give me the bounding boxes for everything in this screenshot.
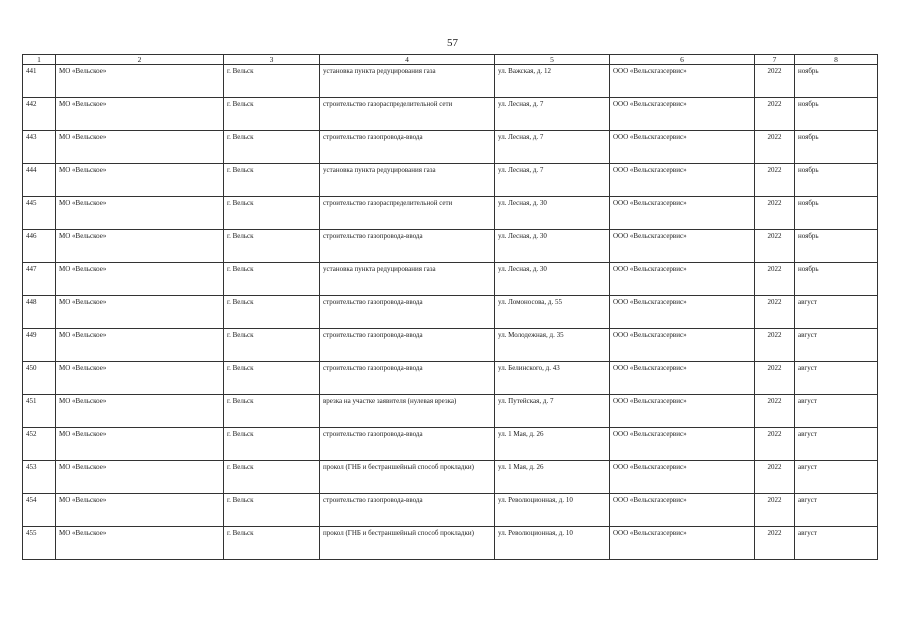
work-type-cell: строительство газопровода-ввода — [320, 494, 495, 527]
table-row — [23, 494, 878, 527]
city-cell: г. Вельск — [224, 98, 320, 131]
address-cell: ул. Лесная, д. 30 — [495, 230, 610, 263]
municipality-cell: МО «Вельское» — [56, 230, 224, 263]
row-number: 441 — [23, 65, 56, 98]
month-cell: август — [795, 461, 878, 494]
work-type-cell: установка пункта редуцирования газа — [320, 164, 495, 197]
row-number: 442 — [23, 98, 56, 131]
city-cell: г. Вельск — [224, 461, 320, 494]
work-type-cell: строительство газопровода-ввода — [320, 362, 495, 395]
column-header: 7 — [755, 55, 795, 65]
municipality-cell: МО «Вельское» — [56, 494, 224, 527]
work-type-cell: строительство газораспределительной сети — [320, 197, 495, 230]
year-cell: 2022 — [755, 230, 795, 263]
address-cell: ул. Лесная, д. 30 — [495, 197, 610, 230]
work-type-cell: строительство газопровода-ввода — [320, 230, 495, 263]
column-header: 4 — [320, 55, 495, 65]
contractor-cell: ООО «Вельскгазсервис» — [610, 230, 755, 263]
contractor-cell: ООО «Вельскгазсервис» — [610, 362, 755, 395]
city-cell: г. Вельск — [224, 296, 320, 329]
work-type-cell: строительство газопровода-ввода — [320, 428, 495, 461]
work-type-cell: установка пункта редуцирования газа — [320, 263, 495, 296]
address-cell: ул. Лесная, д. 7 — [495, 131, 610, 164]
month-cell: август — [795, 362, 878, 395]
work-type-cell: прокол (ГНБ и бестраншейный способ прокладки) — [320, 461, 495, 494]
municipality-cell: МО «Вельское» — [56, 131, 224, 164]
municipality-cell: МО «Вельское» — [56, 428, 224, 461]
table-row — [23, 428, 878, 461]
month-cell: август — [795, 296, 878, 329]
city-cell: г. Вельск — [224, 65, 320, 98]
city-cell: г. Вельск — [224, 131, 320, 164]
month-cell: август — [795, 527, 878, 560]
row-number: 447 — [23, 263, 56, 296]
contractor-cell: ООО «Вельскгазсервис» — [610, 461, 755, 494]
table-row — [23, 395, 878, 428]
row-number: 449 — [23, 329, 56, 362]
contractor-cell: ООО «Вельскгазсервис» — [610, 65, 755, 98]
table-row — [23, 362, 878, 395]
month-cell: август — [795, 329, 878, 362]
work-type-cell: строительство газопровода-ввода — [320, 131, 495, 164]
contractor-cell: ООО «Вельскгазсервис» — [610, 395, 755, 428]
table-row — [23, 164, 878, 197]
municipality-cell: МО «Вельское» — [56, 164, 224, 197]
table-row — [23, 197, 878, 230]
year-cell: 2022 — [755, 494, 795, 527]
year-cell: 2022 — [755, 461, 795, 494]
municipality-cell: МО «Вельское» — [56, 527, 224, 560]
contractor-cell: ООО «Вельскгазсервис» — [610, 263, 755, 296]
contractor-cell: ООО «Вельскгазсервис» — [610, 428, 755, 461]
city-cell: г. Вельск — [224, 362, 320, 395]
table-row — [23, 98, 878, 131]
month-cell: август — [795, 395, 878, 428]
address-cell: ул. 1 Мая, д. 26 — [495, 461, 610, 494]
work-type-cell: врезка на участке заявителя (нулевая врезка) — [320, 395, 495, 428]
contractor-cell: ООО «Вельскгазсервис» — [610, 296, 755, 329]
row-number: 443 — [23, 131, 56, 164]
month-cell: август — [795, 494, 878, 527]
municipality-cell: МО «Вельское» — [56, 197, 224, 230]
address-cell: ул. Путейская, д. 7 — [495, 395, 610, 428]
year-cell: 2022 — [755, 362, 795, 395]
municipality-cell: МО «Вельское» — [56, 263, 224, 296]
year-cell: 2022 — [755, 197, 795, 230]
row-number: 450 — [23, 362, 56, 395]
month-cell: ноябрь — [795, 263, 878, 296]
row-number: 455 — [23, 527, 56, 560]
row-number: 452 — [23, 428, 56, 461]
contractor-cell: ООО «Вельскгазсервис» — [610, 164, 755, 197]
row-number: 453 — [23, 461, 56, 494]
address-cell: ул. Революционная, д. 10 — [495, 494, 610, 527]
city-cell: г. Вельск — [224, 428, 320, 461]
municipality-cell: МО «Вельское» — [56, 362, 224, 395]
work-type-cell: строительство газопровода-ввода — [320, 296, 495, 329]
table-row — [23, 65, 878, 98]
year-cell: 2022 — [755, 131, 795, 164]
year-cell: 2022 — [755, 164, 795, 197]
work-type-cell: строительство газопровода-ввода — [320, 329, 495, 362]
year-cell: 2022 — [755, 329, 795, 362]
address-cell: ул. Революционная, д. 10 — [495, 527, 610, 560]
year-cell: 2022 — [755, 527, 795, 560]
municipality-cell: МО «Вельское» — [56, 329, 224, 362]
year-cell: 2022 — [755, 263, 795, 296]
year-cell: 2022 — [755, 428, 795, 461]
work-type-cell: прокол (ГНБ и бестраншейный способ прокладки) — [320, 527, 495, 560]
work-type-cell: строительство газораспределительной сети — [320, 98, 495, 131]
address-cell: ул. Лесная, д. 7 — [495, 98, 610, 131]
contractor-cell: ООО «Вельскгазсервис» — [610, 329, 755, 362]
month-cell: ноябрь — [795, 131, 878, 164]
column-header: 3 — [224, 55, 320, 65]
table-row — [23, 230, 878, 263]
city-cell: г. Вельск — [224, 230, 320, 263]
municipality-cell: МО «Вельское» — [56, 296, 224, 329]
year-cell: 2022 — [755, 296, 795, 329]
table-row — [23, 461, 878, 494]
year-cell: 2022 — [755, 395, 795, 428]
table-row — [23, 131, 878, 164]
column-header: 1 — [23, 55, 56, 65]
header-row — [23, 55, 878, 65]
contractor-cell: ООО «Вельскгазсервис» — [610, 527, 755, 560]
address-cell: ул. Ломоносова, д. 55 — [495, 296, 610, 329]
month-cell: ноябрь — [795, 65, 878, 98]
row-number: 451 — [23, 395, 56, 428]
column-header: 5 — [495, 55, 610, 65]
column-header: 8 — [795, 55, 878, 65]
municipality-cell: МО «Вельское» — [56, 461, 224, 494]
contractor-cell: ООО «Вельскгазсервис» — [610, 197, 755, 230]
year-cell: 2022 — [755, 65, 795, 98]
month-cell: ноябрь — [795, 164, 878, 197]
city-cell: г. Вельск — [224, 164, 320, 197]
column-header: 6 — [610, 55, 755, 65]
row-number: 448 — [23, 296, 56, 329]
table-row — [23, 263, 878, 296]
city-cell: г. Вельск — [224, 527, 320, 560]
row-number: 445 — [23, 197, 56, 230]
address-cell: ул. Лесная, д. 7 — [495, 164, 610, 197]
year-cell: 2022 — [755, 98, 795, 131]
address-cell: ул. Белинского, д. 43 — [495, 362, 610, 395]
address-cell: ул. 1 Мая, д. 26 — [495, 428, 610, 461]
contractor-cell: ООО «Вельскгазсервис» — [610, 494, 755, 527]
month-cell: август — [795, 428, 878, 461]
row-number: 444 — [23, 164, 56, 197]
table-row — [23, 527, 878, 560]
month-cell: ноябрь — [795, 98, 878, 131]
row-number: 446 — [23, 230, 56, 263]
table-row — [23, 329, 878, 362]
address-cell: ул. Молодежная, д. 35 — [495, 329, 610, 362]
table-row — [23, 296, 878, 329]
month-cell: ноябрь — [795, 230, 878, 263]
month-cell: ноябрь — [795, 197, 878, 230]
page-number: 57 — [447, 37, 458, 49]
address-cell: ул. Важская, д. 12 — [495, 65, 610, 98]
address-cell: ул. Лесная, д. 30 — [495, 263, 610, 296]
column-header: 2 — [56, 55, 224, 65]
contractor-cell: ООО «Вельскгазсервис» — [610, 98, 755, 131]
municipality-cell: МО «Вельское» — [56, 98, 224, 131]
row-number: 454 — [23, 494, 56, 527]
city-cell: г. Вельск — [224, 329, 320, 362]
work-type-cell: установка пункта редуцирования газа — [320, 65, 495, 98]
city-cell: г. Вельск — [224, 263, 320, 296]
municipality-cell: МО «Вельское» — [56, 395, 224, 428]
contractor-cell: ООО «Вельскгазсервис» — [610, 131, 755, 164]
city-cell: г. Вельск — [224, 494, 320, 527]
city-cell: г. Вельск — [224, 197, 320, 230]
municipality-cell: МО «Вельское» — [56, 65, 224, 98]
city-cell: г. Вельск — [224, 395, 320, 428]
schedule-table — [22, 54, 878, 560]
